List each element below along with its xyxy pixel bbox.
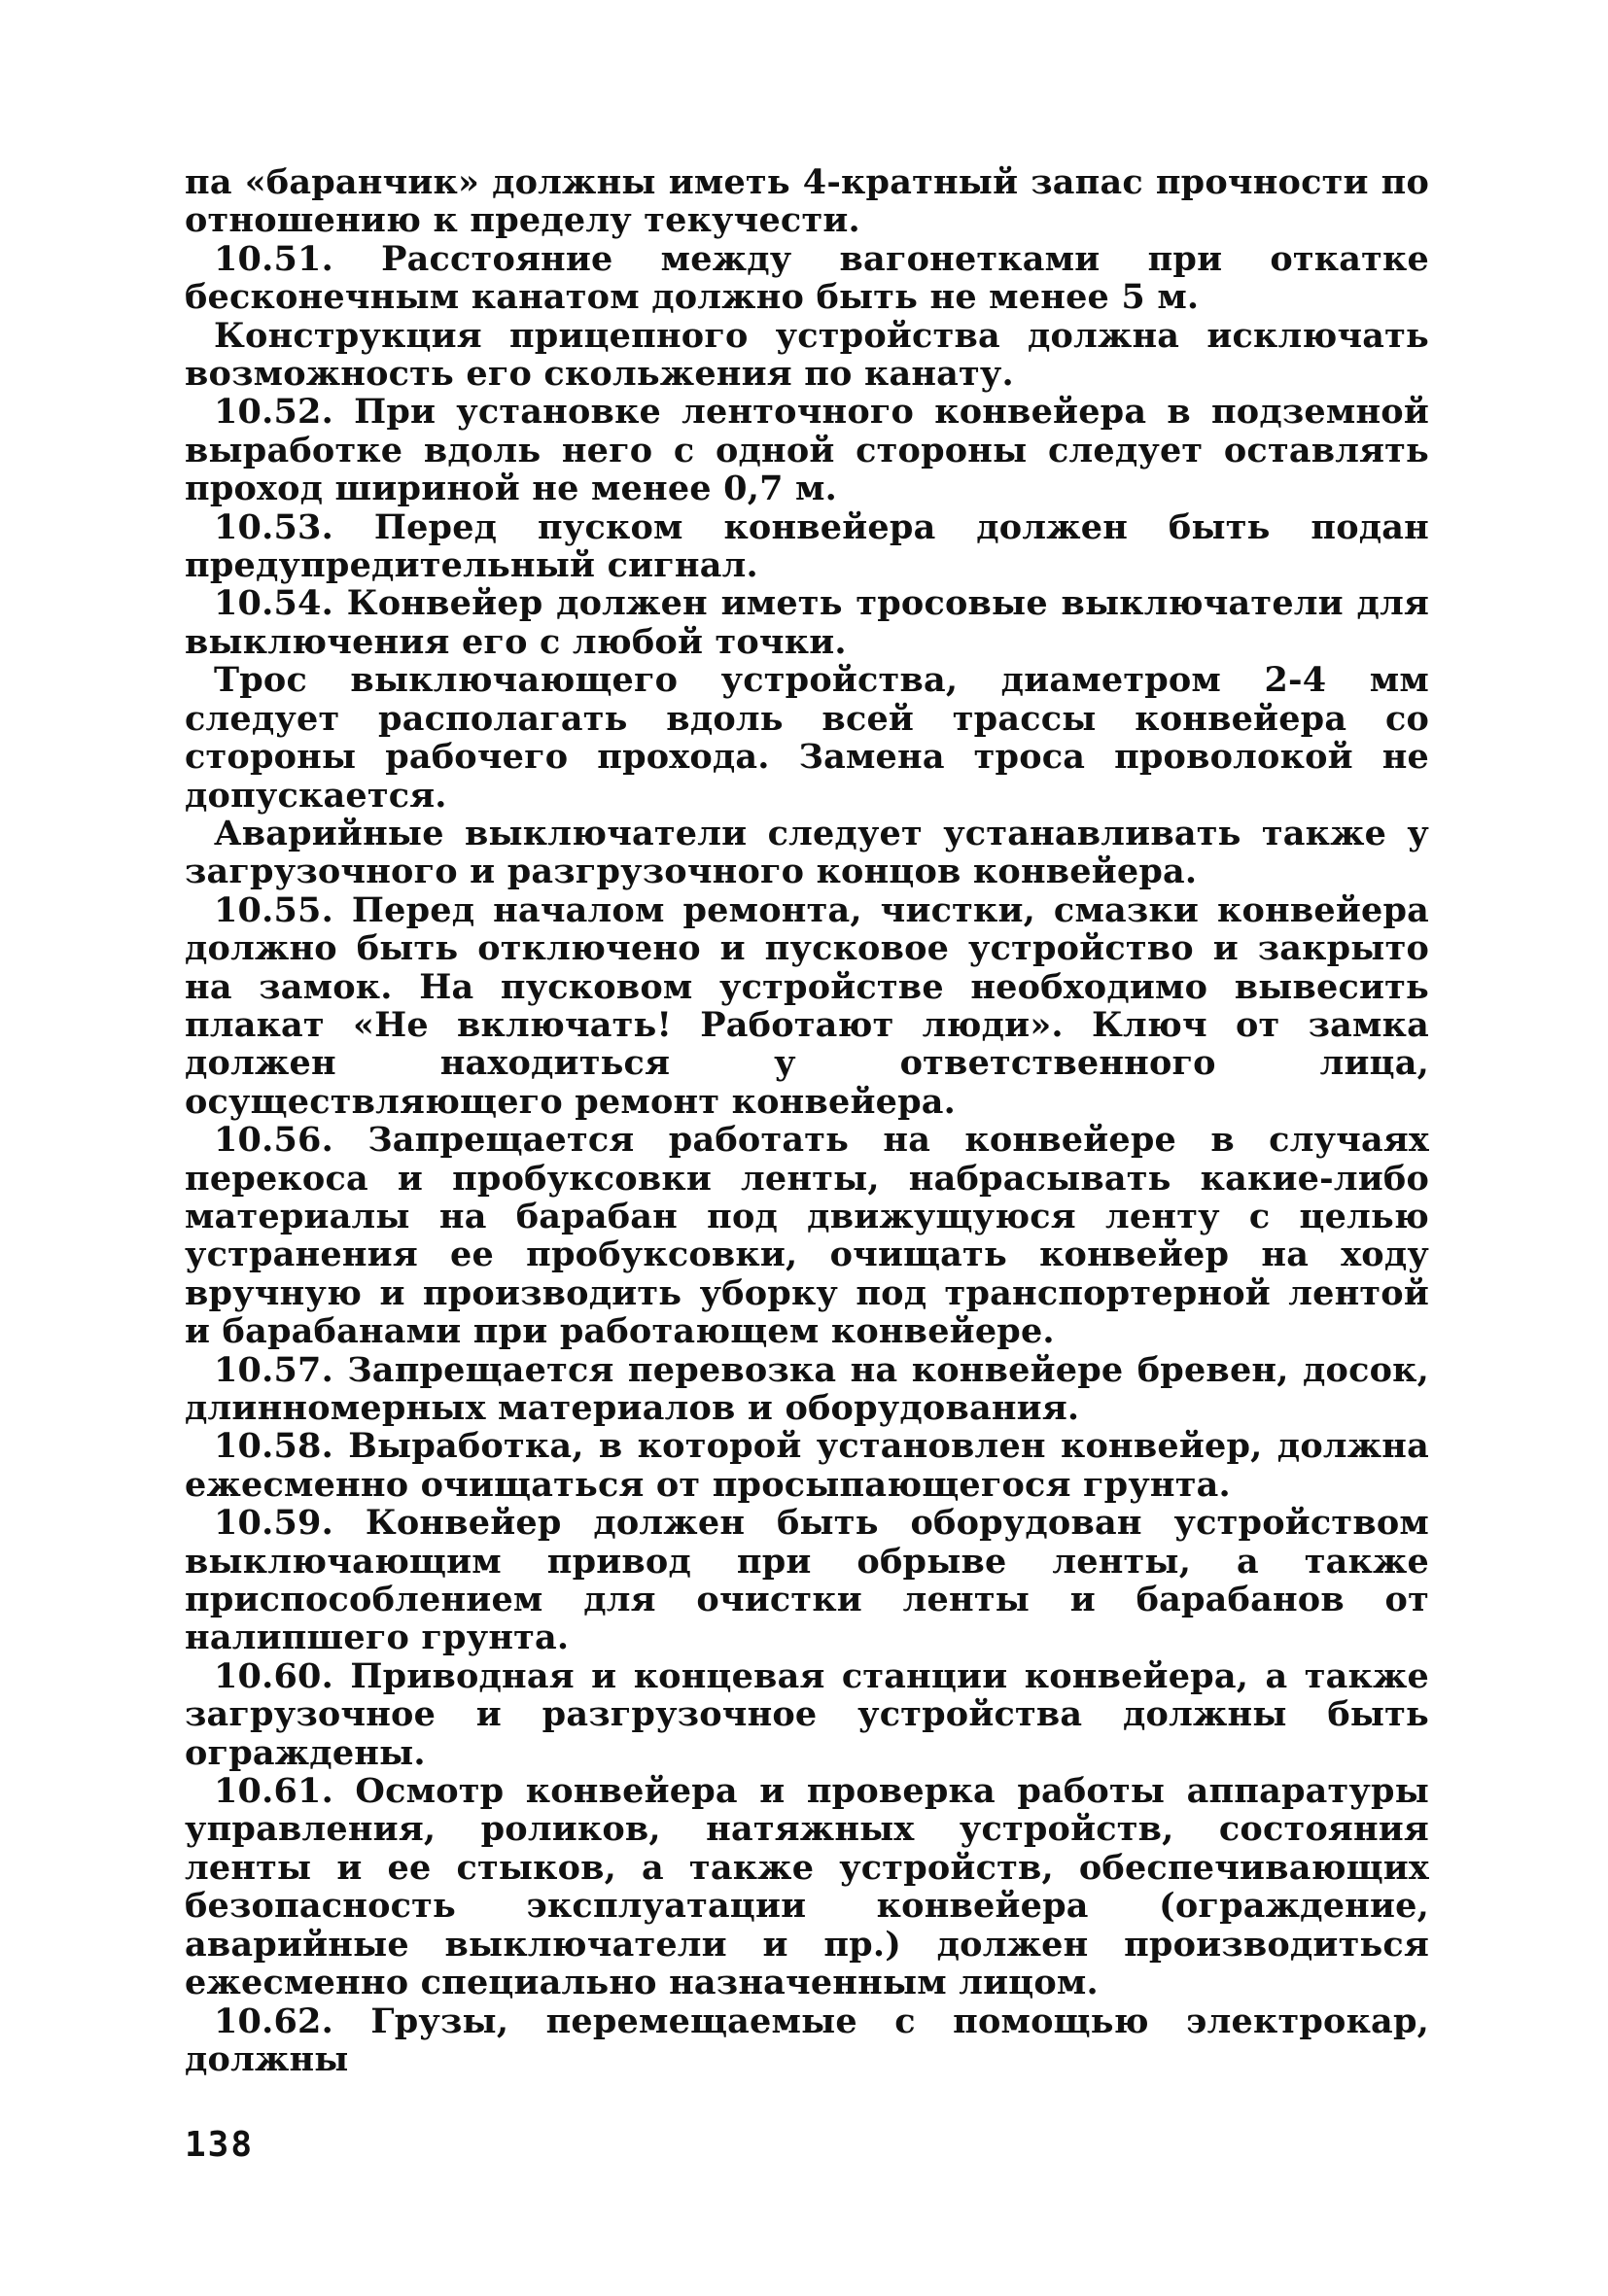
paragraph-10-60: 10.60. Приводная и концевая станции конвейера, а также загрузочное и разгрузочное устройства должны быть ограждены. bbox=[185, 1655, 1429, 1773]
paragraph-10-55: 10.55. Перед началом ремонта, чистки, смазки конвейера должно быть отключено и пусковое устройство и закрыто на замок. На пусковом устройстве необходимо вывесить плакат «Не включать! Работают люди». Ключ от замка должен находиться у ответственного лица, осуществляющего ремонт конвейера. bbox=[185, 889, 1429, 1122]
paragraph-10-52: 10.52. При установке ленточного конвейера в подземной выработке вдоль него с одной стороны следует оставлять проход шириной не менее 0,7 м. bbox=[185, 392, 1429, 509]
paragraph-10-62: 10.62. Грузы, перемещаемые с помощью электрокар, должны bbox=[185, 2000, 1429, 2079]
paragraph-10-51: 10.51. Расстояние между вагонетками при откатке бесконечным канатом должно быть не менее 5 м. bbox=[185, 238, 1429, 318]
paragraph-10-56: 10.56. Запрещается работать на конвейере в случаях перекоса и пробуксовки ленты, набрасывать какие-либо материалы на барабан под движущуюся ленту с целью устранения ее пробуксовки, очищать конвейер на ходу вручную и производить уборку под транспортерной лентой и барабанами при работающем конвейере. bbox=[185, 1120, 1429, 1352]
paragraph-10-61: 10.61. Осмотр конвейера и проверка работы аппаратуры управления, роликов, натяжных устройств, состояния ленты и ее стыков, а также устройств, обеспечивающих безопасность эксплуатации конвейера (ограждение, аварийные выключатели и пр.) должен производиться ежесменно специально назначенным лицом. bbox=[185, 1771, 1429, 2003]
paragraph-10-54: 10.54. Конвейер должен иметь тросовые выключатели для выключения его с любой точки. bbox=[185, 583, 1429, 662]
paragraph-10-57: 10.57. Запрещается перевозка на конвейере бревен, досок, длинномерных материалов и оборудования. bbox=[185, 1349, 1429, 1428]
paragraph-10-54-cable: Трос выключающего устройства, диаметром 2-4 мм следует располагать вдоль всей трассы конвейера со стороны рабочего прохода. Замена троса проволокой не допускается. bbox=[185, 660, 1429, 816]
paragraph-continuation: па «баранчик» должны иметь 4-кратный запас прочности по отношению к пределу текучести. bbox=[185, 162, 1429, 241]
paragraph-10-54-emergency: Аварийные выключатели следует устанавливать также у загрузочного и разгрузочного концов конвейера. bbox=[185, 813, 1429, 892]
paragraph-10-51-construction: Конструкция прицепного устройства должна исключать возможность его скольжения по канату. bbox=[185, 315, 1429, 395]
paragraph-10-59: 10.59. Конвейер должен быть оборудован устройством выключающим привод при обрыве ленты, а также приспособлением для очистки ленты и барабанов от налипшего грунта. bbox=[185, 1503, 1429, 1658]
paragraph-10-53: 10.53. Перед пуском конвейера должен быть подан предупредительный сигнал. bbox=[185, 506, 1429, 586]
page-number: 138 bbox=[185, 2125, 255, 2165]
paragraph-10-58: 10.58. Выработка, в которой установлен конвейер, должна ежесменно очищаться от просыпающегося грунта. bbox=[185, 1426, 1429, 1505]
body-text bbox=[185, 163, 1429, 2078]
